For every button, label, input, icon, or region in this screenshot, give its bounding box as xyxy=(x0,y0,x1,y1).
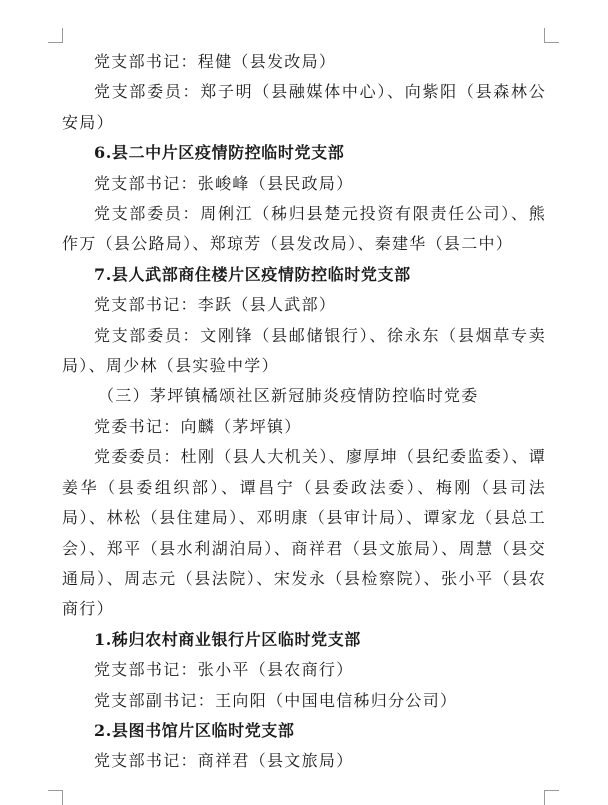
section-heading: 2.县图书馆片区临时党支部 xyxy=(94,720,295,740)
document-body xyxy=(62,47,546,777)
paragraph: 党支部书记：李跃（县人武部） xyxy=(94,295,337,315)
paragraph: 党支部委员：周俐江（秭归县楚元投资有限责任公司）、熊作万（县公路局）、郑琼芳（县发改局）、秦建华（县二中） xyxy=(62,204,546,254)
corner-mark-bottom-right xyxy=(544,790,559,805)
paragraph: 党支部书记：张峻峰（县民政局） xyxy=(94,173,354,193)
section-heading: 7.县人武部商住楼片区疫情防控临时党支部 xyxy=(94,264,411,284)
corner-mark-top-left xyxy=(48,28,63,43)
corner-mark-bottom-left xyxy=(48,790,63,805)
corner-mark-top-right xyxy=(544,28,559,43)
paragraph: 党支部副书记：王向阳（中国电信秭归分公司） xyxy=(94,690,458,710)
paragraph: 党委委员：杜刚（县人大机关）、廖厚坤（县纪委监委）、谭姜华（县委组织部）、谭昌宁（县委政法委）、梅刚（县司法局）、林松（县住建局）、邓明康（县审计局）、谭家龙（县总工会）、郑平（县水利湖泊局）、商祥君（县文旅局）、周慧（县交通局）、周志元（县法院）、宋发永（县检察院）、张小平（县农商行） xyxy=(62,447,546,619)
section-heading: 1.秭归农村商业银行片区临时党支部 xyxy=(94,629,361,649)
paragraph: 党支部委员：文刚锋（县邮储银行）、徐永东（县烟草专卖局）、周少林（县实验中学） xyxy=(62,325,546,376)
paragraph: 党委书记：向麟（茅坪镇） xyxy=(94,416,302,436)
paragraph: 党支部书记：张小平（县农商行） xyxy=(94,660,354,680)
subsection-heading: （三）茅坪镇橘颂社区新冠肺炎疫情防控临时党委 xyxy=(98,386,479,406)
paragraph: 党支部书记：程健（县发改局） xyxy=(94,52,337,71)
paragraph: 党支部书记：商祥君（县文旅局） xyxy=(94,751,354,771)
paragraph: 党支部委员：郑子明（县融媒体中心）、向紫阳（县森林公安局） xyxy=(62,82,546,132)
section-heading: 6.县二中片区疫情防控临时党支部 xyxy=(94,143,345,163)
